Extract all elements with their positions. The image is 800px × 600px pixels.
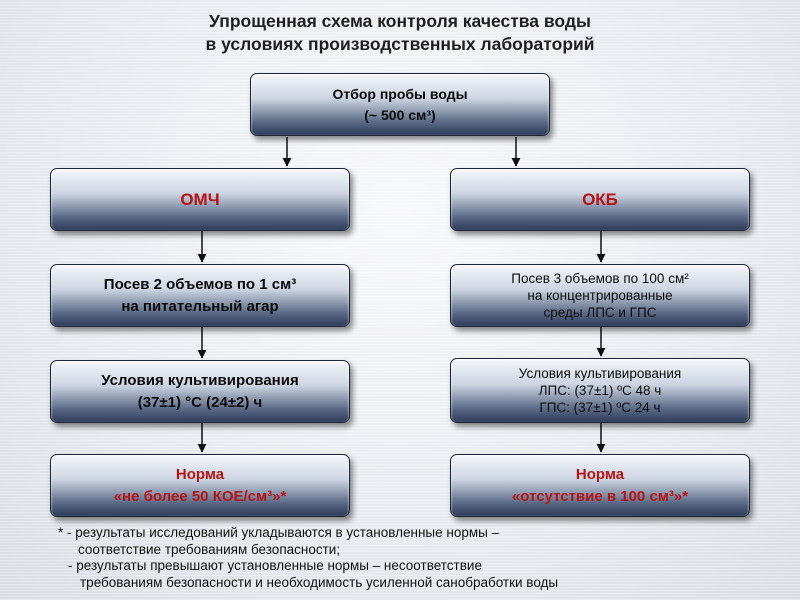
title-line-1: Упрощенная схема контроля качества воды [209, 11, 591, 31]
water-sampling-box [250, 73, 550, 136]
omch-norm-line-1: Норма [175, 465, 225, 483]
footnote-line-2: соответствие требованиям безопасности; [78, 541, 341, 557]
okb-cultivation-box [450, 358, 750, 423]
omch-header-box [50, 168, 350, 231]
omch-seeding-box [50, 264, 350, 327]
okb-seeding-line-3: среды ЛПС и ГПС [543, 305, 657, 320]
okb-norm-line-1: Норма [575, 465, 625, 483]
okb-header-label: ОКБ [582, 189, 618, 209]
okb-norm-line-2: «отсутствие в 100 см³»* [511, 487, 689, 505]
footnote-line-1: * - результаты исследований укладываются в установленные нормы – [58, 525, 500, 540]
omch-norm-box [50, 454, 350, 517]
footnote-line-4: требованиям безопасности и необходимость усиленной санобработки воды [80, 574, 559, 590]
okb-seeding-line-1: Посев 3 объемов по 100 см² [511, 271, 689, 286]
okb-cultivation-line-1: Условия культивирования [518, 366, 682, 381]
okb-norm-box [450, 454, 750, 517]
okb-seeding-box [450, 264, 750, 327]
okb-cultivation-line-2: ЛПС: (37±1) ºС 48 ч [538, 383, 662, 398]
omch-seeding-line-2: на питательный агар [121, 297, 279, 315]
omch-header-label: ОМЧ [180, 189, 220, 209]
okb-seeding-line-2: на концентрированные [527, 288, 673, 303]
omch-cultivation-line-1: Условия культивирования [101, 371, 299, 389]
omch-cultivation-line-2: (37±1) °С (24±2) ч [137, 393, 263, 411]
omch-cultivation-box [50, 360, 350, 423]
water-sampling-volume: (~ 500 см³) [364, 106, 436, 123]
okb-cultivation-line-3: ГПС: (37±1) ºС 24 ч [539, 400, 661, 415]
footnote [58, 525, 758, 591]
footnote-line-3: - результаты превышают установленные нормы – несоответствие [68, 558, 482, 573]
omch-seeding-line-1: Посев 2 объемов по 1 см³ [103, 275, 297, 293]
okb-header-box [450, 168, 750, 231]
omch-norm-line-2: «не более 50 КОЕ/см³»* [113, 487, 287, 505]
water-sampling-label: Отбор пробы воды [332, 85, 468, 102]
title-line-2: в условиях производственных лабораторий [205, 34, 595, 54]
